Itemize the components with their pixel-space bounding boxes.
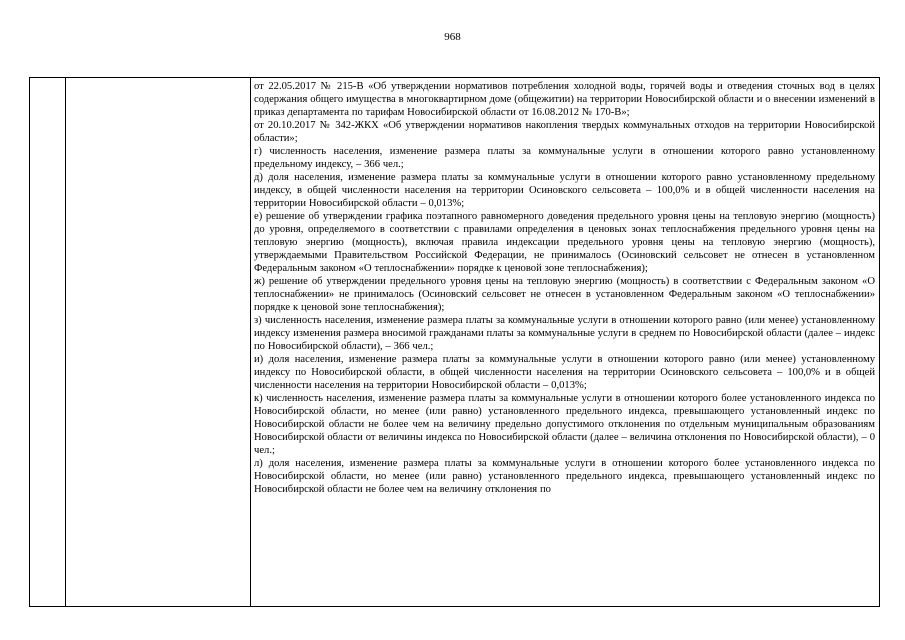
paragraph: от 22.05.2017 № 215-В «Об утверждении нормативов потребления холодной воды, горячей воды и отведения сточных вод в целях содержания общего имущества в многоквартирном доме (общежитии) на территории Новосибирской области и о внесении изменений в приказ департамента по тарифам Новосибирской области от 16.08.2012 № 170-В»; — [254, 81, 875, 118]
table-column-divider — [250, 78, 251, 606]
paragraph: л) доля населения, изменение размера платы за коммунальные услуги в отношении которого более установленного индекса по Новосибирской области, но менее (или равно) установленного предельного индекса, превышающего установленный индекс по Новосибирской области не более чем на величину отклонения по — [254, 457, 875, 495]
paragraph: и) доля населения, изменение размера платы за коммунальные услуги в отношении которого равно (или менее) установленному индексу по Новосибирской области, в общей численности населения на территории Осиновского сельсовета – 100,0% и в общей численности населения на территории Новосибирской области – 0,013%; — [254, 353, 875, 391]
table-cell-text — [254, 81, 875, 606]
page-number: 968 — [444, 31, 461, 43]
paragraph: д) доля населения, изменение размера платы за коммунальные услуги в отношении которого равно установленному предельному индексу, в общей численности населения на территории Осиновского сельсовета – 100,0% и в общей численности населения на территории Новосибирской области – 0,013%; — [254, 171, 875, 209]
paragraph: ж) решение об утверждении предельного уровня цены на тепловую энергию (мощность) в соответствии с Федеральным законом «О теплоснабжении» не принималось (Осиновский сельсовет не отнесен в установленном Федеральным законом «О теплоснабжении» порядке к ценовой зоне теплоснабжения); — [254, 275, 875, 313]
paragraph: з) численность населения, изменение размера платы за коммунальные услуги в отношении которого равно (или менее) установленному индексу изменения размера вносимой гражданами платы за коммунальные услуги в среднем по Новосибирской области (далее – индекс по Новосибирской области), – 366 чел.; — [254, 314, 875, 352]
paragraph: от 20.10.2017 № 342-ЖКХ «Об утверждении нормативов накопления твердых коммунальных отходов на территории Новосибирской области»; — [254, 119, 875, 144]
paragraph: г) численность населения, изменение размера платы за коммунальные услуги в отношении которого равно установленному предельному индексу, – 366 чел.; — [254, 145, 875, 170]
paragraph: к) численность населения, изменение размера платы за коммунальные услуги в отношении которого более установленного индекса по Новосибирской области, но менее (или равно) установленного предельного индекса, превышающего установленный индекс по Новосибирской области не более чем на величину предельно допустимого отклонения по отдельным муниципальным образованиям Новосибирской области от величины индекса по Новосибирской области (далее – величина отклонения по Новосибирской области), – 0 чел.; — [254, 392, 875, 456]
paragraph: е) решение об утверждении графика поэтапного равномерного доведения предельного уровня цены на тепловую энергию (мощность) до уровня, определяемого в соответствии с правилами определения в ценовых зонах теплоснабжения предельного уровня цены на тепловую энергию (мощность), включая правила индексации предельного уровня цены на тепловую энергию (мощность), утверждаемыми Правительством Российской Федерации, не принималось (Осиновский сельсовет не отнесен в установленном Федеральным законом «О теплоснабжении» порядке к ценовой зоне теплоснабжения); — [254, 210, 875, 274]
document-table — [29, 77, 880, 607]
table-column-divider — [65, 78, 66, 606]
